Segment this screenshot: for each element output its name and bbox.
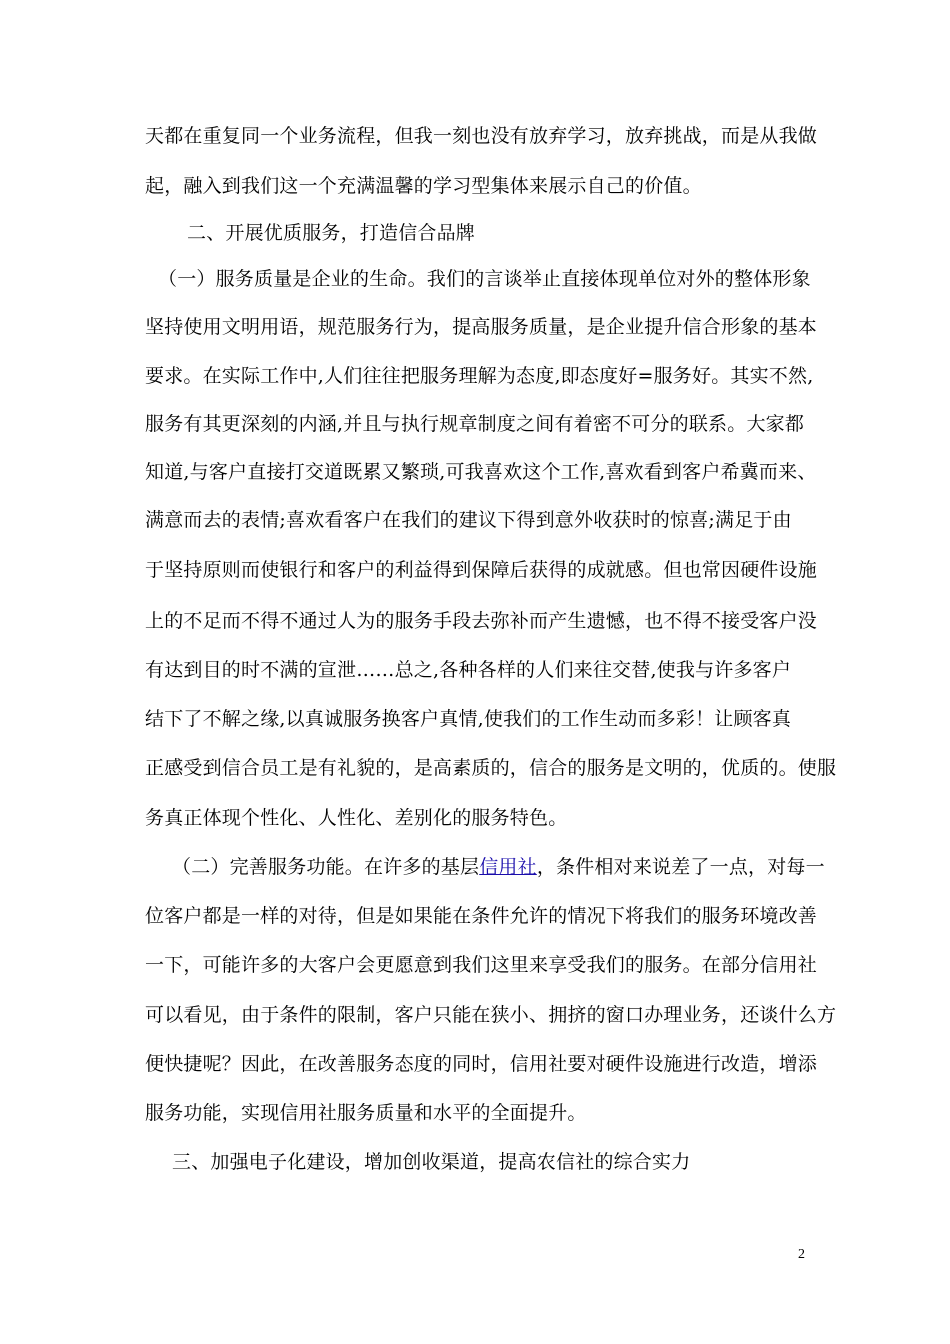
paragraph-line: 便快捷呢？因此，在改善服务态度的同时，信用社要对硬件设施进行改造，增添 <box>145 1053 818 1075</box>
section-heading: 二、开展优质服务，打造信合品牌 <box>187 222 476 244</box>
paragraph-line: 起，融入到我们这一个充满温馨的学习型集体来展示自己的价值。 <box>145 175 702 197</box>
paragraph-line: 服务有其更深刻的内涵,并且与执行规章制度之间有着密不可分的联系。大家都 <box>145 413 805 435</box>
paragraph-line <box>172 855 825 879</box>
paragraph-line: 于坚持原则而使银行和客户的利益得到保障后获得的成就感。但也常因硬件设施 <box>145 559 818 581</box>
paragraph-line: 要求。在实际工作中,人们往往把服务理解为态度,即态度好=服务好。其实不然, <box>145 365 814 387</box>
paragraph-text: （二）完善服务功能。在许多的基层 <box>172 856 480 878</box>
paragraph-line: 可以看见，由于条件的限制，客户只能在狭小、拥挤的窗口办理业务，还谈什么方 <box>145 1004 837 1026</box>
paragraph-line: 知道,与客户直接打交道既累又繁琐,可我喜欢这个工作,喜欢看到客户希冀而来、 <box>145 461 817 483</box>
paragraph-line: 满意而去的表情;喜欢看客户在我们的建议下得到意外收获时的惊喜;满足于由 <box>145 509 792 531</box>
paragraph-line: 有达到目的时不满的宣泄……总之,各种各样的人们来往交替,使我与许多客户 <box>145 659 792 681</box>
paragraph-line: 上的不足而不得不通过人为的服务手段去弥补而产生遗憾，也不得不接受客户没 <box>145 610 818 632</box>
paragraph-line: 务真正体现个性化、人性化、差别化的服务特色。 <box>145 807 568 829</box>
paragraph-line: 天都在重复同一个业务流程，但我一刻也没有放弃学习，放弃挑战，而是从我做 <box>145 125 818 147</box>
section-heading: 三、加强电子化建设，增加创收渠道，提高农信社的综合实力 <box>172 1151 691 1173</box>
paragraph-line: 一下，可能许多的大客户会更愿意到我们这里来享受我们的服务。在部分信用社 <box>145 954 818 976</box>
paragraph-line: 坚持使用文明用语，规范服务行为，提高服务质量，是企业提升信合形象的基本 <box>145 316 818 338</box>
paragraph-line: 正感受到信合员工是有礼貌的，是高素质的，信合的服务是文明的，优质的。使服 <box>145 757 837 779</box>
paragraph-line: （一）服务质量是企业的生命。我们的言谈举止直接体现单位对外的整体形象 <box>158 268 811 290</box>
paragraph-line: 服务功能，实现信用社服务质量和水平的全面提升。 <box>145 1102 587 1124</box>
paragraph-text: ，条件相对来说差了一点，对每一 <box>536 856 825 878</box>
paragraph-line: 位客户都是一样的对待，但是如果能在条件允许的情况下将我们的服务环境改善 <box>145 905 818 927</box>
page-number: 2 <box>798 1247 805 1262</box>
credit-union-link[interactable]: 信用社 <box>479 856 537 878</box>
paragraph-line: 结下了不解之缘,以真诚服务换客户真情,使我们的工作生动而多彩！让顾客真 <box>145 708 792 730</box>
